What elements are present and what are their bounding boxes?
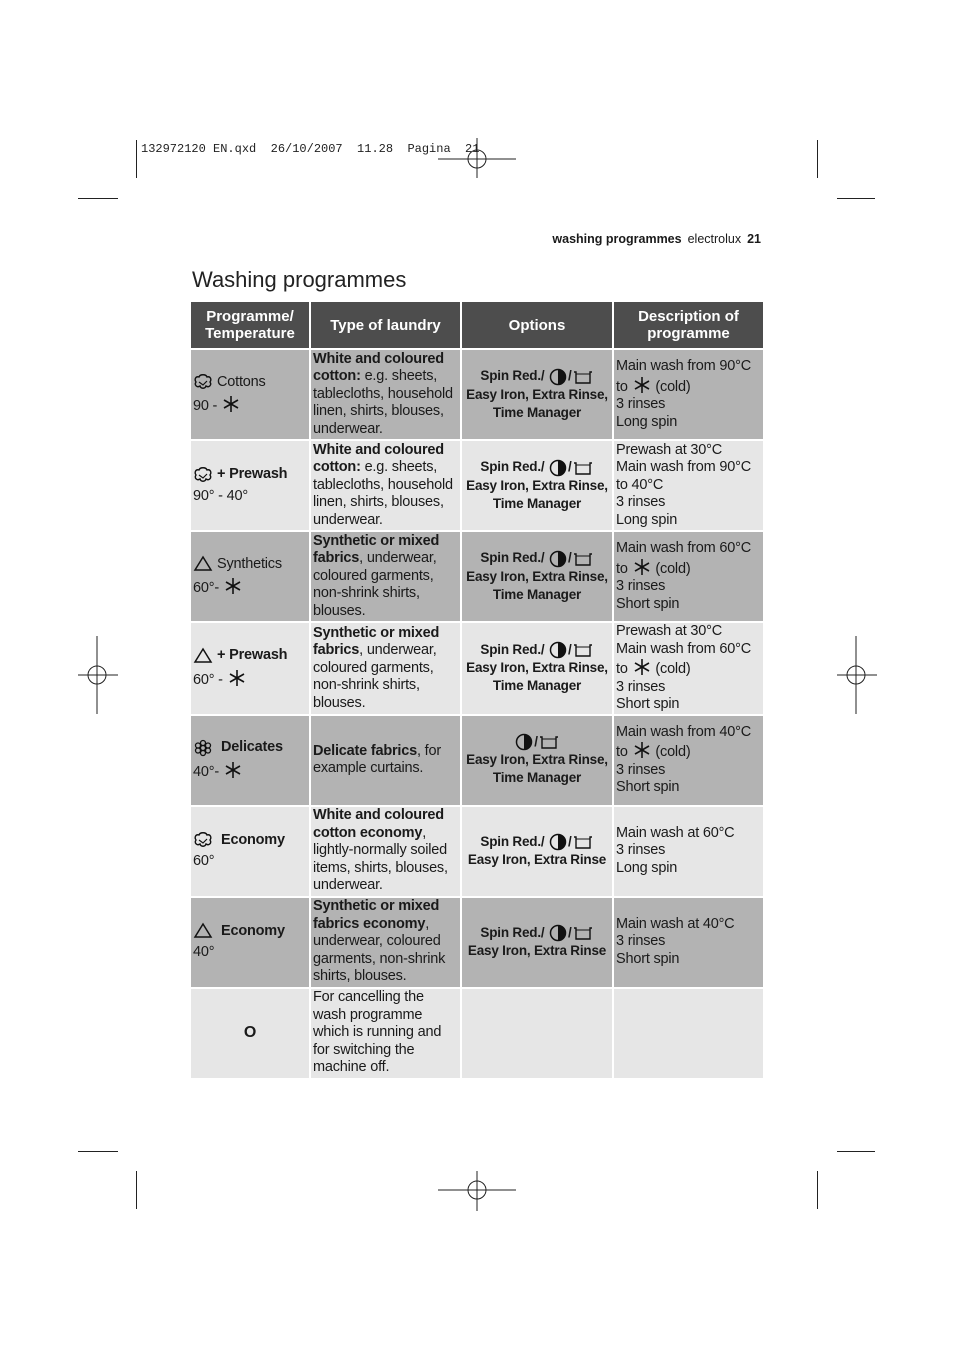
programme-name: Economy — [221, 831, 285, 848]
options-text: Easy Iron, Extra Rinse, Time Manager — [466, 386, 608, 420]
description-line: Main wash from 40°C — [616, 723, 751, 740]
programme-temperature — [193, 395, 307, 416]
temperature-text: 60° - — [193, 672, 223, 688]
rinse-hold-icon — [538, 733, 560, 751]
crop-mark — [837, 1151, 875, 1152]
table-row — [191, 622, 763, 715]
description-line: Short spin — [616, 779, 680, 795]
options-prefix: Spin Red./ — [480, 833, 545, 849]
laundry-type-cell — [310, 531, 461, 622]
options-first-line — [464, 924, 610, 942]
options-prefix: Spin Red./ — [480, 924, 545, 940]
programme-cell — [191, 806, 310, 897]
description-text: to — [616, 378, 628, 395]
option-icons: / — [548, 368, 594, 383]
description-line — [616, 558, 761, 579]
programme-cell — [191, 531, 310, 622]
description-line: to 40°C — [616, 476, 664, 493]
programme-temperature — [193, 577, 307, 598]
table-row — [191, 897, 763, 988]
table-row — [191, 715, 763, 806]
time-saving-icon — [548, 459, 568, 477]
crop-mark — [837, 198, 875, 199]
laundry-type-text: e.g. sheets, tablecloths, household linen, shirts, blouses, underwear. — [313, 459, 453, 528]
options-cell — [461, 622, 613, 715]
crop-mark — [78, 198, 118, 199]
options-first-line — [464, 458, 610, 476]
temperature-text: 60°- — [193, 580, 219, 597]
cold-snowflake-icon — [632, 741, 652, 759]
programme-name-line — [193, 739, 307, 757]
laundry-type-text: , for example curtains. — [313, 742, 441, 776]
options-first-line — [464, 833, 610, 851]
table-row — [191, 440, 763, 531]
option-icons: / — [548, 550, 594, 565]
laundry-type-bold: Synthetic or mixed fabrics — [313, 532, 440, 567]
cold-snowflake-icon — [632, 558, 652, 576]
programme-cell — [191, 349, 310, 440]
options-cell — [461, 715, 613, 806]
description-line: Main wash from 60°C — [616, 640, 751, 657]
cold-snowflake-icon — [632, 376, 652, 394]
table-row — [191, 531, 763, 622]
description-cell — [613, 531, 763, 622]
table-row — [191, 349, 763, 440]
registration-mark-icon — [438, 1151, 516, 1229]
options-text: Easy Iron, Extra Rinse — [467, 852, 607, 868]
options-prefix: Spin Red./ — [480, 550, 545, 566]
page-title: Washing programmes — [192, 267, 407, 292]
registration-mark-icon — [438, 120, 516, 198]
laundry-type-bold: Synthetic or mixed fabrics — [313, 624, 440, 658]
programme-cell — [191, 897, 310, 988]
laundry-type-bold: White and coloured cotton: — [313, 350, 444, 385]
laundry-type-cell — [310, 349, 461, 440]
cold-snowflake-icon — [223, 577, 243, 595]
description-line: Short spin — [616, 595, 680, 612]
running-header — [552, 232, 761, 246]
description-cell — [613, 349, 763, 440]
options-cell — [461, 440, 613, 531]
delicates-icon — [193, 739, 213, 757]
options-prefix: Spin Red./ — [480, 368, 545, 384]
programme-temperature — [193, 853, 307, 871]
laundry-type-bold: Synthetic or mixed fabrics economy — [313, 898, 440, 932]
options-text: Easy Iron, Extra Rinse — [467, 943, 607, 959]
programme-temperature — [193, 761, 307, 782]
description-text: to — [616, 560, 628, 577]
description-line: Long spin — [616, 413, 678, 430]
description-line: 3 rinses — [616, 761, 666, 778]
laundry-type-text: , underwear, coloured garments, non-shrink shirts, blouses. — [313, 642, 437, 711]
description-text: (cold) — [655, 661, 691, 677]
options-first-line — [464, 549, 610, 567]
rinse-hold-icon — [572, 368, 594, 386]
temperature-text: 40° — [193, 944, 215, 961]
programme-cell — [191, 988, 310, 1078]
column-header: Type of laundry — [310, 302, 461, 349]
description-line: Short spin — [616, 950, 680, 967]
options-cell — [461, 897, 613, 988]
description-line: Main wash from 90°C — [616, 459, 751, 476]
options-text: Easy Iron, Extra Rinse, Time Manager — [466, 568, 608, 602]
option-icons: / — [548, 642, 594, 657]
rinse-hold-icon — [572, 459, 594, 477]
description-line: Long spin — [616, 859, 678, 876]
synthetics-icon — [193, 555, 213, 573]
option-icons: / — [548, 834, 594, 849]
laundry-type-text: e.g. sheets, tablecloths, household linen, shirts, blouses, underwear. — [313, 368, 453, 437]
laundry-type-cell — [310, 897, 461, 988]
description-cell — [613, 622, 763, 715]
cotton-icon — [193, 831, 213, 849]
cold-snowflake-icon — [227, 669, 247, 687]
time-saving-icon — [548, 550, 568, 568]
header-section: washing programmes — [552, 232, 682, 246]
crop-mark — [136, 1171, 137, 1209]
column-header: Description of programme — [613, 302, 763, 349]
registration-mark-icon — [817, 636, 895, 714]
column-header: Programme/ Temperature — [191, 302, 310, 349]
programme-name: + Prewash — [217, 466, 288, 482]
laundry-type-cell — [310, 622, 461, 715]
description-text: to — [616, 744, 628, 760]
description-line: Prewash at 30°C — [616, 441, 722, 458]
description-line: Main wash at 40°C — [616, 915, 735, 932]
table-body — [191, 349, 763, 1078]
options-first-line — [464, 367, 610, 385]
description-line: Main wash at 60°C — [616, 824, 735, 841]
description-line: Main wash from 60°C — [616, 540, 751, 556]
options-cell — [461, 806, 613, 897]
option-icons: / — [548, 459, 594, 474]
column-header: Options — [461, 302, 613, 349]
description-line: 3 rinses — [616, 396, 666, 412]
rinse-hold-icon — [572, 550, 594, 568]
options-text: Easy Iron, Extra Rinse, Time Manager — [466, 752, 608, 786]
page-number: 21 — [747, 232, 761, 246]
laundry-type-cell — [310, 440, 461, 531]
laundry-type-text: , lightly-normally soiled items, shirts, blouses, underwear. — [313, 824, 448, 894]
cotton-icon — [193, 373, 213, 391]
laundry-type-bold: White and coloured cotton: — [313, 441, 444, 476]
description-line: 3 rinses — [616, 842, 666, 859]
programme-name-line — [193, 555, 307, 573]
options-text: Easy Iron, Extra Rinse, Time Manager — [466, 477, 608, 511]
description-line — [616, 658, 761, 679]
header-brand: electrolux — [687, 232, 742, 246]
programme-name: + Prewash — [217, 647, 288, 664]
rinse-hold-icon — [572, 924, 594, 942]
cold-snowflake-icon — [632, 658, 652, 676]
programme-name: Synthetics — [217, 555, 282, 572]
time-saving-icon — [548, 924, 568, 942]
crop-mark — [817, 140, 818, 178]
programme-name-line — [193, 831, 307, 849]
description-text: (cold) — [655, 378, 691, 395]
description-cell — [613, 897, 763, 988]
rinse-hold-icon — [572, 833, 594, 851]
options-first-line — [464, 641, 610, 659]
programme-cell — [191, 622, 310, 715]
laundry-type-cell — [310, 988, 461, 1078]
cotton-icon — [193, 466, 213, 484]
description-line — [616, 376, 761, 397]
temperature-text: 90 - — [193, 398, 218, 415]
time-saving-icon — [548, 368, 568, 386]
synthetics-icon — [193, 922, 213, 940]
table-row — [191, 806, 763, 897]
description-line: 3 rinses — [616, 494, 666, 511]
laundry-type-bold: White and coloured cotton economy — [313, 807, 444, 841]
programmes-table — [191, 302, 763, 1078]
crop-mark — [817, 1171, 818, 1209]
options-cell — [461, 531, 613, 622]
options-cell — [461, 349, 613, 440]
option-icons: / — [514, 734, 560, 749]
programme-name-line — [193, 922, 307, 940]
cold-snowflake-icon — [223, 761, 243, 779]
programme-cell — [191, 715, 310, 806]
options-prefix: Spin Red./ — [480, 459, 545, 475]
laundry-type-bold: Delicate fabrics — [313, 742, 417, 759]
options-first-line — [464, 733, 610, 751]
programme-name: Delicates — [221, 739, 283, 755]
description-line: 3 rinses — [616, 933, 666, 950]
description-line: 3 rinses — [616, 578, 666, 594]
description-text: to — [616, 661, 628, 677]
programme-temperature — [193, 669, 307, 690]
description-cell — [613, 715, 763, 806]
laundry-type-text: , underwear, coloured garments, non-shrink shirts, blouses. — [313, 915, 446, 985]
rinse-hold-icon — [572, 641, 594, 659]
programme-off: O — [243, 1024, 257, 1042]
description-line: Main wash from 90°C — [616, 358, 751, 374]
description-cell — [613, 440, 763, 531]
synthetics-icon — [193, 647, 213, 665]
crop-mark — [78, 1151, 118, 1152]
time-saving-icon — [548, 641, 568, 659]
temperature-text: 60° — [193, 853, 215, 870]
print-info: 132972120 EN.qxd 26/10/2007 11.28 Pagina 21 — [141, 142, 480, 156]
option-icons: / — [548, 925, 594, 940]
options-text: Easy Iron, Extra Rinse, Time Manager — [466, 660, 608, 694]
description-cell — [613, 988, 763, 1078]
programme-name-line — [193, 647, 307, 665]
programme-temperature — [193, 944, 307, 962]
registration-mark-icon — [58, 636, 136, 714]
temperature-text: 40°- — [193, 763, 219, 780]
description-line: Long spin — [616, 511, 678, 528]
description-line: Short spin — [616, 696, 680, 712]
temperature-text: 90° - 40° — [193, 487, 248, 504]
table-row — [191, 988, 763, 1078]
description-cell — [613, 806, 763, 897]
laundry-type-text: , underwear, coloured garments, non-shrink shirts, blouses. — [313, 550, 437, 619]
description-line: Prewash at 30°C — [616, 623, 722, 639]
programme-name-line — [193, 373, 307, 391]
crop-mark — [136, 140, 137, 178]
time-saving-icon — [548, 833, 568, 851]
description-text: (cold) — [655, 560, 691, 577]
time-saving-icon — [514, 733, 534, 751]
table-header-row — [191, 302, 763, 349]
programme-name: Economy — [221, 922, 285, 939]
laundry-type-cell — [310, 806, 461, 897]
programme-name: Cottons — [217, 373, 266, 390]
description-text: (cold) — [655, 744, 691, 760]
laundry-type-cell — [310, 715, 461, 806]
programme-cell — [191, 440, 310, 531]
options-cell — [461, 988, 613, 1078]
options-prefix: Spin Red./ — [480, 642, 545, 658]
cold-snowflake-icon — [221, 395, 241, 413]
programme-name-line — [193, 466, 307, 484]
laundry-type-text: For cancelling the wash programme which is running and for switching the machine off. — [313, 989, 442, 1076]
programme-temperature — [193, 488, 307, 506]
description-line — [616, 741, 761, 762]
description-line: 3 rinses — [616, 678, 666, 695]
